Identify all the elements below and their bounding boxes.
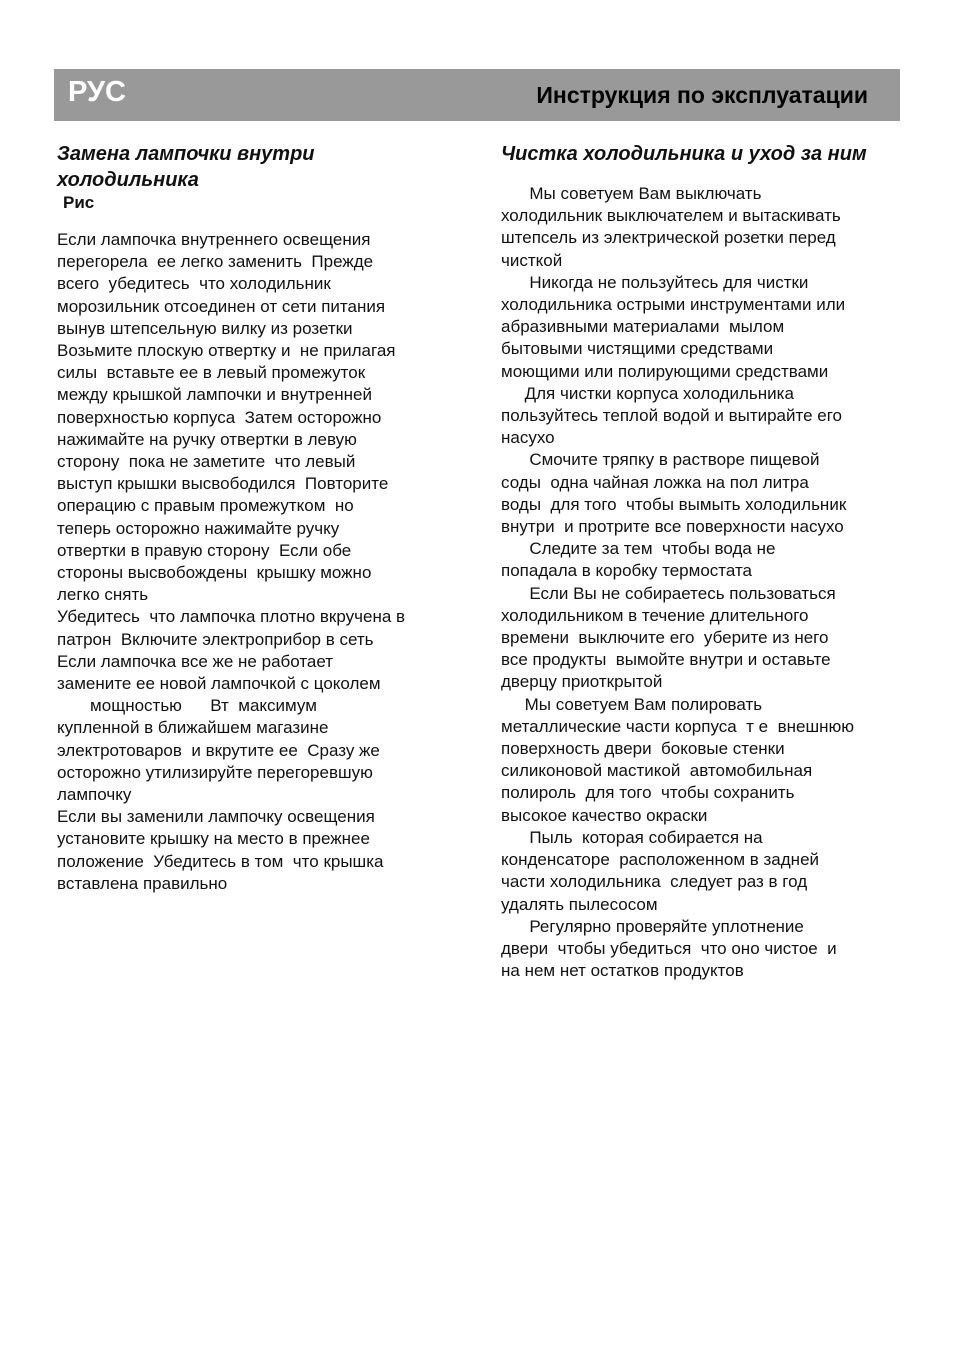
left-column [57, 141, 452, 895]
text-line: штепсель из электрической розетки перед [501, 228, 836, 248]
text-line: вставлена правильно [57, 873, 228, 893]
section-title-lamp-replacement: Замена лампочки внутри холодильника [57, 143, 315, 191]
text-line: Если вы заменили лампочку освещения [57, 807, 375, 827]
text-line: холодильником в течение длительного [501, 605, 809, 625]
text-line: чисткой [501, 250, 563, 270]
text-line: холодильника острыми инструментами или [501, 295, 846, 315]
text-line: Возьмите плоскую отвертку и не прилагая [57, 341, 396, 361]
text-line: металлические части корпуса т е внешнюю [501, 716, 854, 736]
text-line: Мы советуем Вам полировать [501, 694, 763, 714]
language-label: РУС [68, 76, 126, 108]
text-line: соды одна чайная ложка на пол литра [501, 472, 809, 492]
text-line: Смочите тряпку в растворе пищевой [501, 450, 820, 470]
section-title-cleaning-care: Чистка холодильника и уход за ним [501, 143, 867, 165]
text-line: легко снять [57, 585, 149, 605]
text-line: бытовыми чистящими средствами [501, 339, 774, 359]
text-line: воды для того чтобы вымыть холодильник [501, 494, 847, 514]
text-line: сторону пока не заметите что левый [57, 452, 356, 472]
text-line: высокое качество окраски [501, 805, 708, 825]
text-line: конденсаторе расположенном в задней [501, 850, 820, 870]
text-line: двери чтобы убедиться что оно чистое и [501, 938, 837, 958]
text-line: замените ее новой лампочкой с цоколем [57, 674, 381, 694]
lamp-replacement-text [57, 229, 452, 895]
text-line: нажимайте на ручку отвертки в левую [57, 429, 357, 449]
text-line: пользуйтесь теплой водой и вытирайте его [501, 406, 843, 426]
text-line: насухо [501, 428, 555, 448]
text-line: Если лампочка внутреннего освещения [57, 230, 371, 249]
text-line: патрон Включите электроприбор в сеть [57, 629, 374, 649]
text-line: вынув штепсельную вилку из розетки [57, 318, 353, 338]
text-line: все продукты вымойте внутри и оставьте [501, 650, 831, 670]
text-line: Следите за тем чтобы вода не [501, 539, 776, 559]
text-line: холодильник выключателем и вытаскивать [501, 206, 841, 226]
text-line: положение Убедитесь в том что крышка [57, 851, 384, 871]
text-line: попадала в коробку термостата [501, 561, 752, 581]
text-line: полироль для того чтобы сохранить [501, 783, 795, 803]
text-line: поверхностью корпуса Затем осторожно [57, 407, 382, 427]
cleaning-care-text [501, 183, 901, 982]
right-column [501, 141, 901, 982]
text-line: стороны высвобождены крышку можно [57, 563, 372, 583]
text-line: времени выключите его уберите из него [501, 628, 829, 648]
text-line: Если Вы не собираетесь пользоваться [501, 583, 836, 603]
text-line: Убедитесь что лампочка плотно вкручена в [57, 607, 406, 627]
text-line: между крышкой лампочки и внутренней [57, 385, 372, 405]
text-line: дверцу приоткрытой [501, 672, 663, 692]
text-line: Если лампочка все же не работает [57, 651, 334, 671]
text-line: Пыль которая собирается на [501, 827, 763, 847]
text-line: осторожно утилизируйте перегоревшую [57, 762, 373, 782]
text-line: выступ крышки высвободился Повторите [57, 474, 389, 494]
text-line: абразивными материалами мылом [501, 317, 785, 337]
text-line: моющими или полирующими средствами [501, 361, 829, 381]
text-line: удалять пылесосом [501, 894, 658, 914]
text-line: теперь осторожно нажимайте ручку [57, 518, 340, 538]
text-line: всего убедитесь что холодильник [57, 274, 331, 294]
text-line: электротоваров и вкрутите ее Сразу же [57, 740, 380, 760]
text-line: части холодильника следует раз в год [501, 872, 808, 892]
text-line: установите крышку на место в прежнее [57, 829, 370, 849]
figure-reference: Рис [63, 193, 95, 212]
text-line: отвертки в правую сторону Если обе [57, 540, 352, 560]
text-line: морозильник отсоединен от сети питания [57, 296, 386, 316]
text-line: мощностью Вт максимум [57, 696, 317, 716]
text-line: силиконовой мастикой автомобильная [501, 761, 813, 781]
text-line: Никогда не пользуйтесь для чистки [501, 272, 809, 292]
text-line: внутри и протрите все поверхности насухо [501, 517, 844, 537]
page-header [54, 69, 900, 121]
text-line: поверхность двери боковые стенки [501, 739, 785, 759]
text-line: силы вставьте ее в левый промежуток [57, 363, 366, 383]
text-line: Регулярно проверяйте уплотнение [501, 916, 804, 936]
text-line: перегорела ее легко заменить Прежде [57, 252, 374, 272]
text-line: операцию с правым промежутком но [57, 496, 354, 516]
text-line: купленной в ближайшем магазине [57, 718, 329, 738]
text-line: лампочку [57, 785, 132, 805]
text-line: Мы советуем Вам выключать [501, 184, 762, 203]
text-line: на нем нет остатков продуктов [501, 961, 744, 981]
text-line: Для чистки корпуса холодильника [501, 383, 794, 403]
document-title: Инструкция по эксплуатации [536, 82, 868, 108]
